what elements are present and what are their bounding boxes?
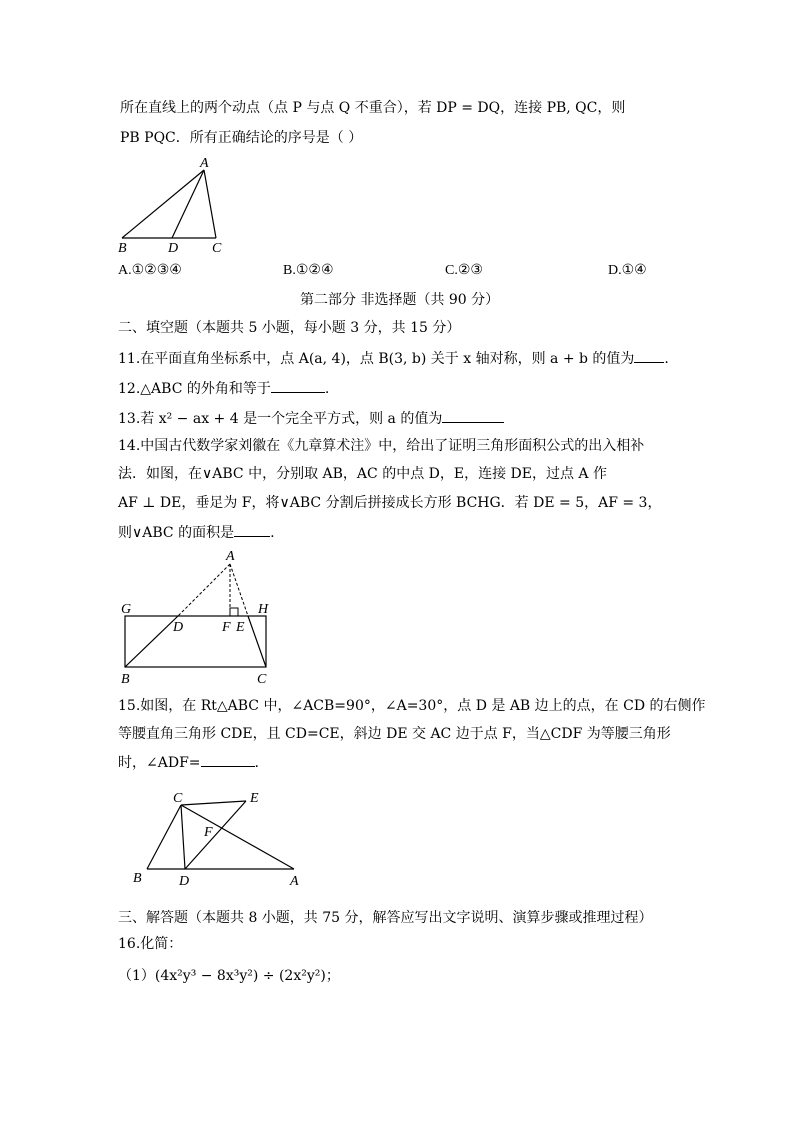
q12-answer-blank <box>271 378 325 393</box>
q12-text: 12.△ABC 的外角和等于 <box>118 381 271 397</box>
q10-option-a: A.①②③④ <box>118 263 182 278</box>
q15-label-a: A <box>290 874 299 889</box>
q10-label-c: C <box>212 241 222 256</box>
q14-rect-bchg <box>125 616 266 667</box>
q15-seg-cd <box>181 805 185 869</box>
q11-end: . <box>664 351 669 367</box>
q14-figure <box>118 545 288 690</box>
q14-label-e: E <box>236 620 245 635</box>
q14-answer-blank <box>234 522 270 537</box>
q15-line3-text: 时，∠ADF= <box>118 755 201 771</box>
q14-line2: 法．如图，在∨ABC 中，分别取 AB，AC 的中点 D，E，连接 DE，过点 A 作 <box>118 466 607 482</box>
q10-option-b: B.①②④ <box>283 263 334 278</box>
q11-answer-blank <box>634 348 664 363</box>
q14-label-h: H <box>258 602 269 617</box>
q12 <box>118 378 329 399</box>
q14-end: . <box>270 525 275 541</box>
q10-option-c: C.②③ <box>445 263 483 278</box>
q14-line1: 14.中国古代数学家刘徽在《九章算术注》中，给出了证明三角形面积公式的出入相补 <box>118 438 645 454</box>
q10-figure <box>110 155 250 255</box>
q14-label-f: F <box>222 620 231 635</box>
q14-label-b: B <box>121 672 130 687</box>
q15-label-d: D <box>179 874 190 889</box>
q10-option-d: D.①④ <box>608 263 647 278</box>
part2-title: 第二部分 非选择题（共 90 分） <box>300 292 500 308</box>
q10-seg-ab <box>122 170 204 238</box>
q15-seg-ce <box>181 801 246 805</box>
q10-line2: PB PQC．所有正确结论的序号是（ ） <box>120 130 363 146</box>
q15-label-f: F <box>204 825 213 840</box>
section3-title: 三、解答题（本题共 8 小题，共 75 分，解答应写出文字说明、演算步骤或推理过程） <box>118 910 653 926</box>
q16-item1: （1）(4x²y³ − 8x³y²) ÷ (2x²y²)； <box>118 968 340 984</box>
q14-seg-ec <box>248 616 266 667</box>
q14-label-c: C <box>257 672 267 687</box>
q10-line1: 所在直线上的两个动点（点 P 与点 Q 不重合），若 DP = DQ，连接 PB, QC，则 <box>120 100 626 116</box>
q15-seg-bc <box>147 805 181 869</box>
q15-figure <box>128 788 313 893</box>
q15-label-b: B <box>133 871 142 886</box>
q11-text: 11.在平面直角坐标系中，点 A(a, 4)，点 B(3, b) 关于 x 轴对称，则 a + b 的值为 <box>118 351 635 367</box>
q10-label-d: D <box>168 241 179 256</box>
q13-answer-blank <box>442 408 504 423</box>
section2-title: 二、填空题（本题共 5 小题，每小题 3 分，共 15 分） <box>118 320 461 336</box>
q14-label-d: D <box>173 620 184 635</box>
q10-label-b: B <box>118 241 127 256</box>
q14-line3: AF ⊥ DE，垂足为 F，将∨ABC 分割后拼接成长方形 BCHG．若 DE = 5，AF = 3， <box>118 495 662 511</box>
q14-label-a: A <box>226 549 235 564</box>
q13 <box>118 408 504 429</box>
q15-line2: 等腰直角三角形 CDE，且 CD=CE，斜边 DE 交 AC 边于点 F，当△CDF 为等腰三角形 <box>118 726 671 742</box>
q14-label-g: G <box>121 602 132 617</box>
q14-right-angle-mark <box>230 608 238 616</box>
q10-seg-ad <box>172 170 204 238</box>
q15-label-e: E <box>250 791 259 806</box>
q15-label-c: C <box>173 791 183 806</box>
q15-answer-blank <box>201 752 255 767</box>
q14-line4-text: 则∨ABC 的面积是 <box>118 525 235 541</box>
q12-end: . <box>324 381 330 397</box>
q15-end: . <box>254 755 259 771</box>
q10-seg-ac <box>204 170 216 238</box>
q15-line1: 15.如图，在 Rt△ABC 中，∠ACB=90°，∠A=30°，点 D 是 AB 边上的点，在 CD 的右侧作 <box>118 698 706 714</box>
q13-text: 13.若 x² − ax + 4 是一个完全平方式，则 a 的值为 <box>118 411 443 427</box>
q14-line4 <box>118 522 275 543</box>
q10-label-a: A <box>200 156 209 171</box>
q14-seg-ad <box>178 564 230 616</box>
q15-line3 <box>118 752 259 773</box>
q14-seg-bd <box>125 616 178 667</box>
q15-seg-de <box>185 801 246 869</box>
q11 <box>118 348 669 369</box>
q16-title: 16.化简： <box>118 936 183 952</box>
q15-seg-ca <box>181 805 294 869</box>
